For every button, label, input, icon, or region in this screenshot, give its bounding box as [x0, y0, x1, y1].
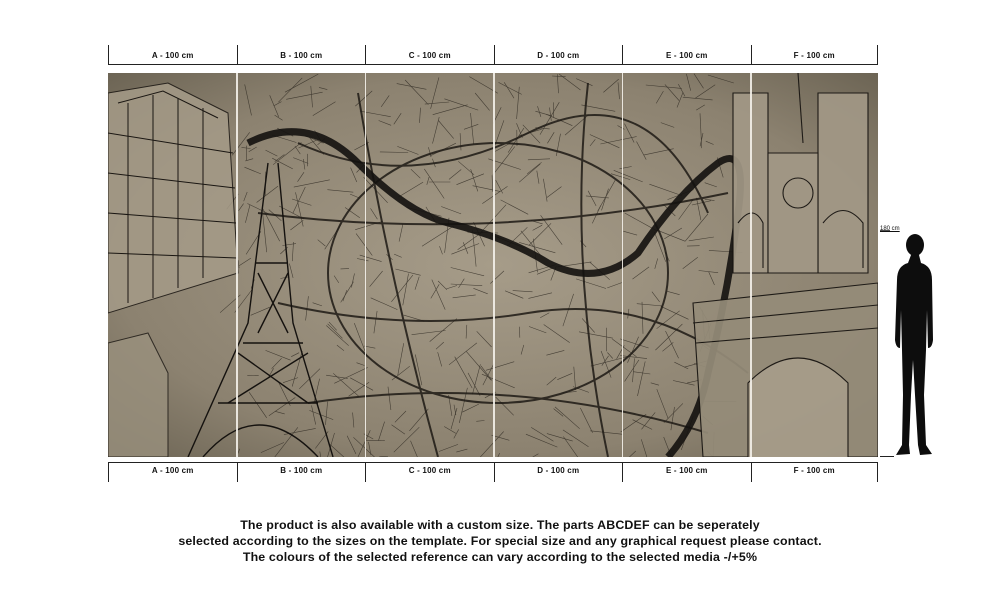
ruler-segment-f [751, 45, 879, 65]
panel-divider [622, 73, 624, 457]
panel-divider [365, 73, 367, 457]
ruler-segment-a [108, 45, 237, 65]
ruler-segment-f [751, 462, 879, 482]
arc-de-triomphe-illustration [693, 283, 878, 457]
top-size-ruler [108, 45, 878, 65]
panel-label: F - 100 cm [793, 51, 835, 60]
ruler-segment-c [365, 45, 494, 65]
notre-dame-illustration [733, 73, 868, 273]
person-silhouette-icon [880, 230, 940, 465]
ruler-segment-d [494, 462, 623, 482]
height-label: 180 cm [880, 226, 900, 232]
caption-line: The product is also available with a custom size. The parts ABCDEF can be seperately [240, 518, 760, 532]
panel-label: B - 100 cm [280, 466, 323, 475]
panel-label: C - 100 cm [408, 466, 451, 475]
ruler-segment-a [108, 462, 237, 482]
bottom-size-ruler [108, 462, 878, 482]
panel-label: E - 100 cm [665, 51, 708, 60]
ruler-segment-b [237, 462, 366, 482]
panel-label: B - 100 cm [280, 51, 323, 60]
panel-label: E - 100 cm [665, 466, 708, 475]
ruler-segment-d [494, 45, 623, 65]
paris-map-mural [108, 73, 878, 457]
panel-divider [236, 73, 238, 457]
panel-divider [493, 73, 495, 457]
panel-label: A - 100 cm [151, 466, 194, 475]
panel-label: A - 100 cm [151, 51, 194, 60]
caption-line: The colours of the selected reference can vary according to the selected media -/+5% [242, 550, 758, 564]
product-description [0, 517, 1000, 565]
ruler-segment-c [365, 462, 494, 482]
ruler-segment-e [622, 45, 751, 65]
ruler-segment-e [622, 462, 751, 482]
panel-divider [750, 73, 752, 457]
panel-label: F - 100 cm [793, 466, 835, 475]
caption-line: selected according to the sizes on the template. For special size and any graphical request please contact. [178, 534, 822, 548]
panel-label: C - 100 cm [408, 51, 451, 60]
panel-label: D - 100 cm [537, 51, 580, 60]
ruler-segment-b [237, 45, 366, 65]
louvre-illustration [108, 83, 238, 313]
panel-label: D - 100 cm [537, 466, 580, 475]
